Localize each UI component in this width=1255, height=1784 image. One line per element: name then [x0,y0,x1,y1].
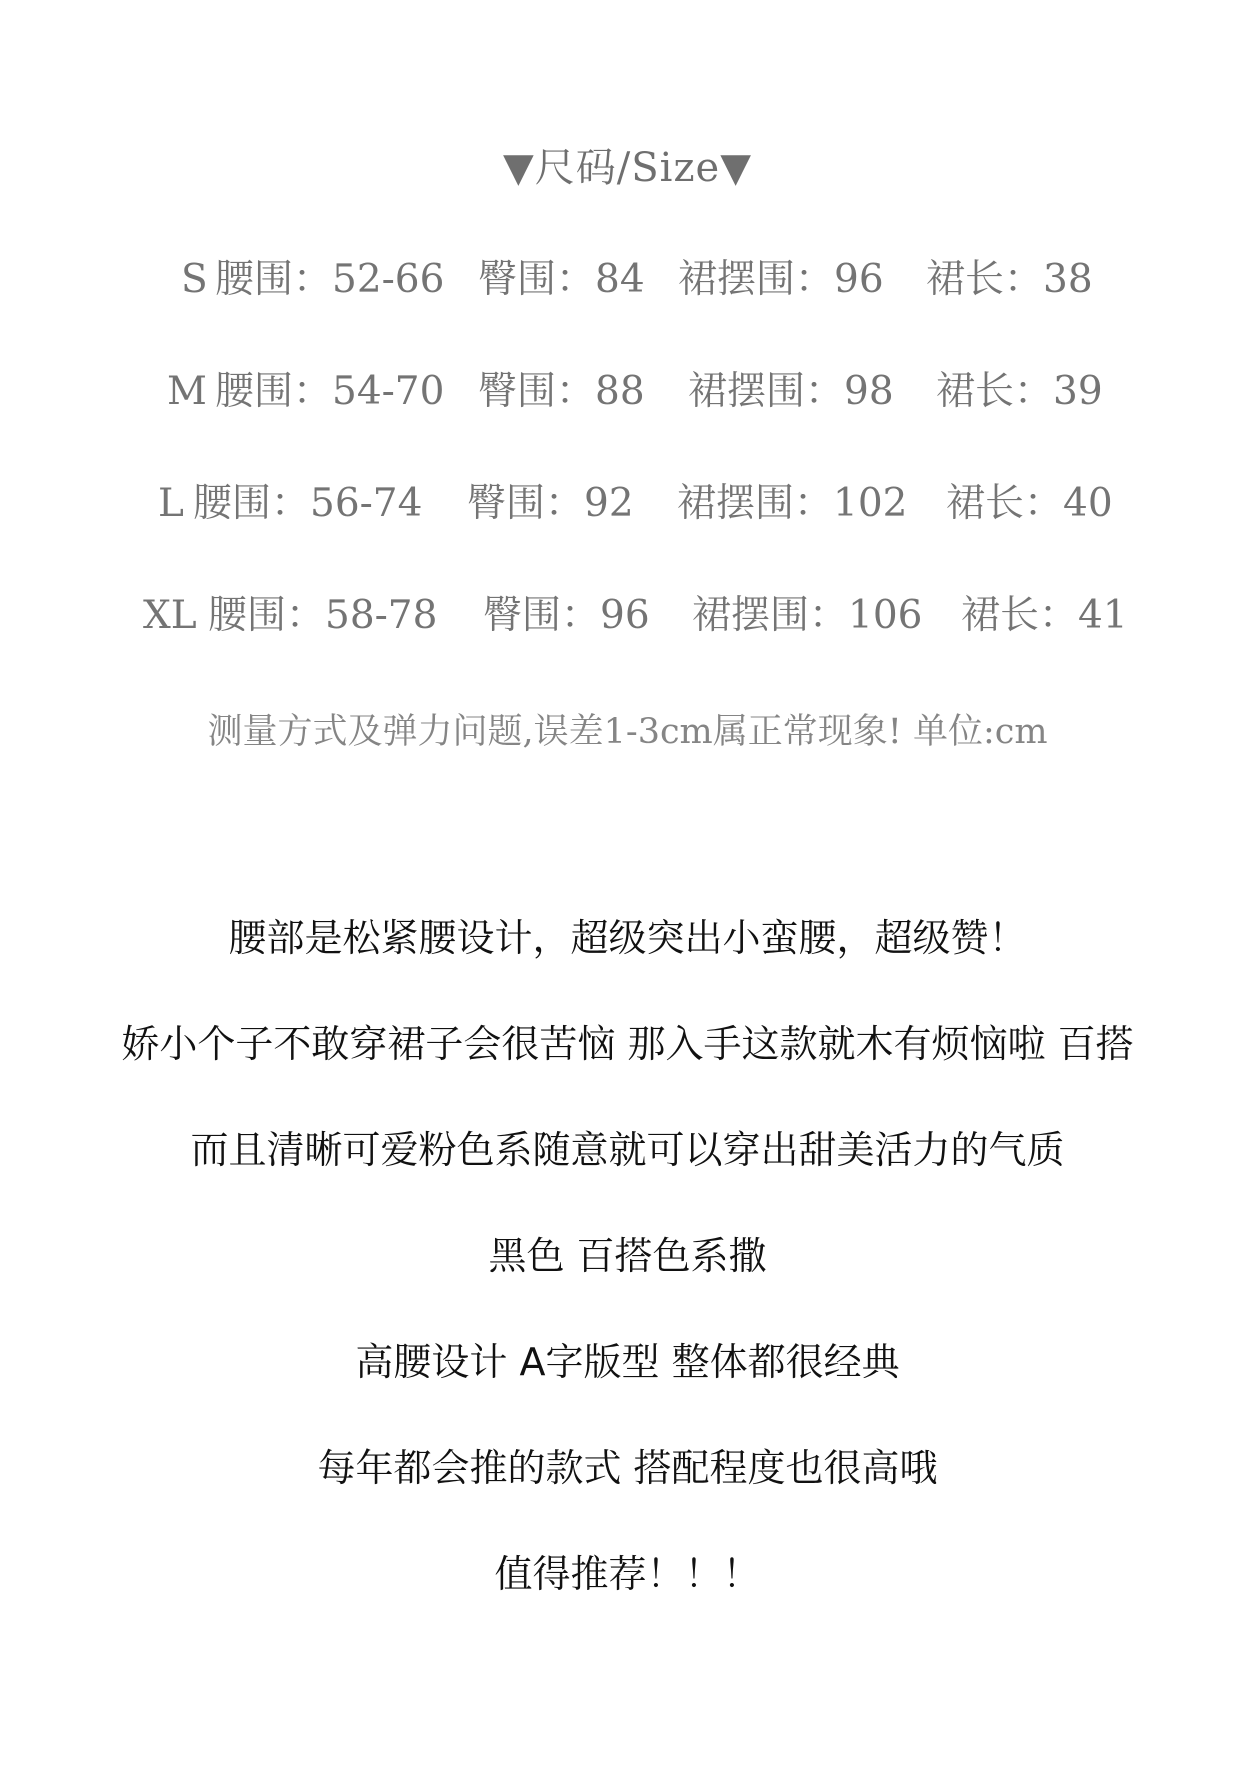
description-line: 值得推荐！！！ [494,1552,761,1596]
length-measure: 裙长：39 [936,369,1103,414]
hem-measure: 裙摆围：96 [678,257,884,302]
description-line: 黑色 百搭色系撒 [488,1234,767,1278]
hem-measure: 裙摆围：98 [688,369,894,414]
waist-measure: 腰围：56-74 [193,481,423,526]
waist-measure: 腰围：54-70 [215,369,445,414]
hip-measure: 臀围：84 [478,257,645,302]
waist-measure: 腰围：58-78 [208,593,438,638]
size-label: XL [143,593,197,638]
description-line: 每年都会推的款式 搭配程度也很高哦 [317,1446,938,1490]
description-line: 高腰设计 A字版型 整体都很经典 [355,1340,900,1384]
hem-measure: 裙摆围：102 [677,481,908,526]
hip-measure: 臀围：92 [467,481,634,526]
measurement-note: 测量方式及弹力问题,误差1-3cm属正常现象! 单位:cm [207,712,1048,752]
size-row-s [0,250,1255,310]
description-line: 腰部是松紧腰设计，超级突出小蛮腰，超级赞！ [228,916,1027,960]
length-measure: 裙长：38 [926,257,1093,302]
waist-measure: 腰围：52-66 [215,257,445,302]
hip-measure: 臀围：96 [483,593,650,638]
size-row-m [0,362,1255,422]
size-row-l [0,474,1255,534]
hem-measure: 裙摆围：106 [692,593,923,638]
hip-measure: 臀围：88 [478,369,645,414]
size-label: L [158,481,184,526]
size-label: M [167,369,207,414]
size-row-xl [0,586,1255,646]
size-chart-title: ▼尺码/Size▼ [503,145,752,191]
length-measure: 裙长：41 [961,593,1128,638]
description-line: 娇小个子不敢穿裙子会很苦恼 那入手这款就木有烦恼啦 百搭 [121,1022,1134,1066]
description-line: 而且清晰可爱粉色系随意就可以穿出甜美活力的气质 [190,1128,1065,1172]
size-label: S [181,257,208,302]
length-measure: 裙长：40 [946,481,1113,526]
